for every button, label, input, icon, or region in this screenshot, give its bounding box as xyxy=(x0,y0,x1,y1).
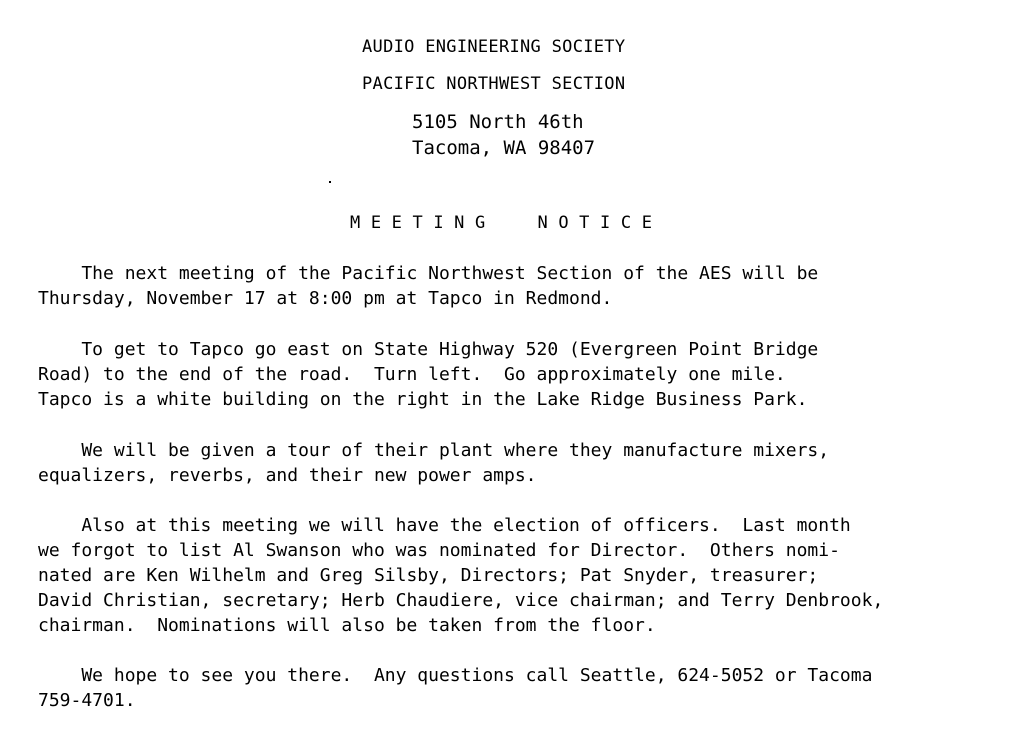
stray-mark xyxy=(329,181,331,183)
org-name: AUDIO ENGINEERING SOCIETY xyxy=(362,37,626,57)
section-name: PACIFIC NORTHWEST SECTION xyxy=(362,74,626,94)
paragraph-tour: We will be given a tour of their plant where they manufacture mixers, equalizers, reverbs, and their new power amps. xyxy=(38,440,830,486)
address-line-1: 5105 North 46th xyxy=(412,111,584,133)
address-line-2: Tacoma, WA 98407 xyxy=(412,137,596,159)
paragraph-meeting-info: The next meeting of the Pacific Northwest Section of the AES will be Thursday, November 17 at 8:00 pm at Tapco in Redmond. xyxy=(38,263,819,309)
notice-title: MEETING NOTICE xyxy=(350,213,663,233)
paragraph-contact: We hope to see you there. Any questions call Seattle, 624-5052 or Tacoma 759-4701. xyxy=(38,665,873,711)
paragraph-directions: To get to Tapco go east on State Highway 520 (Evergreen Point Bridge Road) to the end of the road. Turn left. Go approximately one mile. Tapco is a white building on the right in the Lake Ridge Business Park. xyxy=(38,339,819,410)
paragraph-elections: Also at this meeting we will have the election of officers. Last month we forgot to list Al Swanson who was nominated for Director. Others nomi- nated are Ken Wilhelm and Greg Silsby, Directors; Pat Snyder, treasurer; David Christian, secretary; Herb Chaudiere, vice chairman; and Terry Denbrook, chairman. Nominations will also be taken from the floor. xyxy=(38,515,884,636)
